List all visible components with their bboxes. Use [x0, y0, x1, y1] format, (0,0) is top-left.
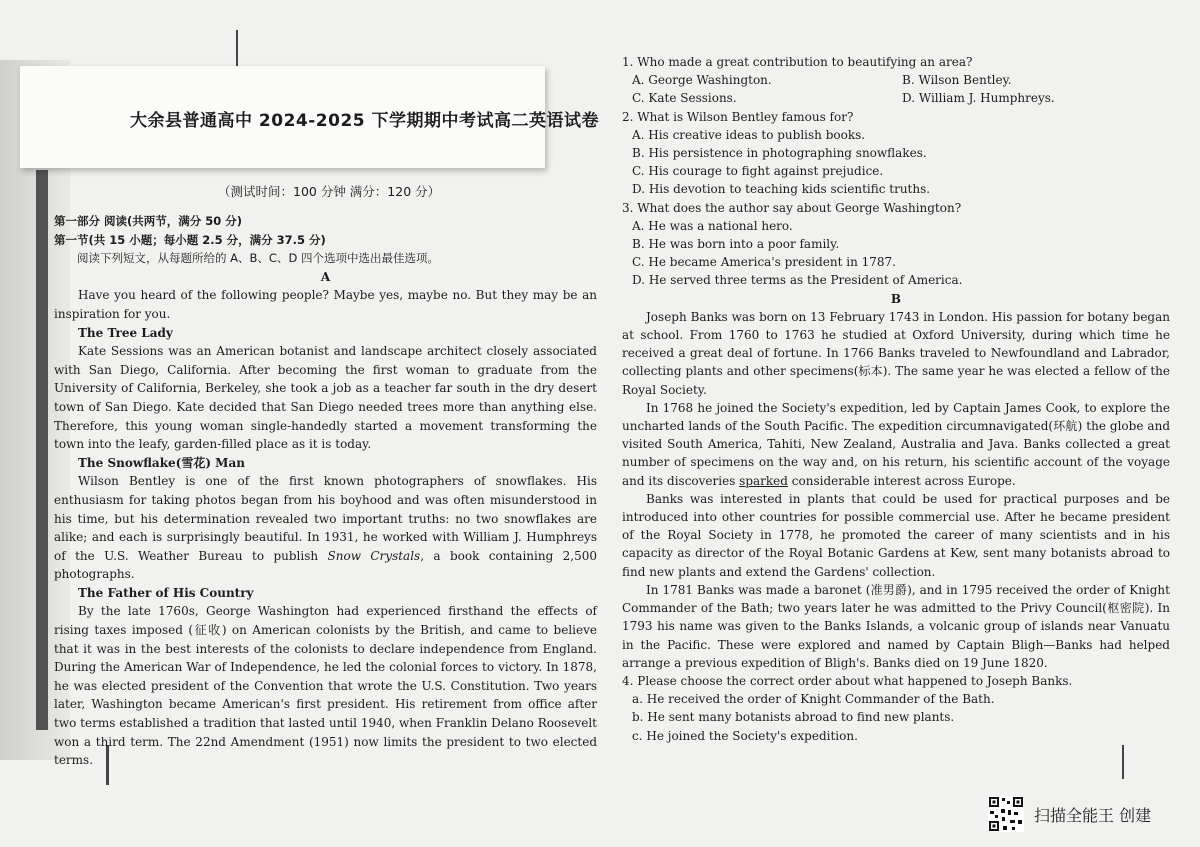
paragraph-banks-2	[622, 399, 1170, 490]
left-column	[54, 212, 597, 770]
text-span: considerable interest across Europe.	[787, 473, 1016, 488]
book-title: Snow Crystals	[327, 548, 421, 563]
option: C. He became America's president in 1787.	[632, 255, 896, 270]
question-2-stem: 2. What is Wilson Bentley famous for?	[622, 109, 854, 124]
option: C. Kate Sessions.	[632, 91, 737, 106]
scan-mark	[1122, 745, 1124, 779]
paragraph-tree-lady: Kate Sessions was an American botanist and landscape architect closely associated with San Diego, California. After becoming the first woman to graduate from the University of California, Berkeley, she took a job as a teacher far south in the dry desert town of San Diego. Kate decided that San Diego needed trees more than anything else. Therefore, this young woman single-handedly started a movement transforming the town into the leafy, garden-filled place as it is today.	[54, 344, 597, 452]
heading-tree-lady: The Tree Lady	[78, 325, 173, 340]
question-4-stem: 4. Please choose the correct order about what happened to Joseph Banks.	[622, 673, 1073, 688]
option: B. His persistence in photographing snowflakes.	[632, 146, 927, 161]
paragraph-banks-1: Joseph Banks was born on 13 February 1743 in London. His passion for botany began at school. From 1760 to 1763 he studied at Oxford University, during which time he received a great deal of fortune. In 1766 Banks traveled to Newfoundland and Labrador, collecting plants and other specimens(标本). The same year he was elected a fellow of the Royal Society.	[622, 309, 1170, 397]
watermark-text: 扫描全能王 创建	[1034, 805, 1152, 825]
text-span: Wilson Bentley is one of the first known photographers of snowflakes. His enthusiasm for taking photos began from his boyhood and was often misunderstood in his time, but his determination revealed two important truths: no two snowflakes are alike; and each is surprisingly beautiful. In 1931, he worked with William J. Humphreys of the U.S. Weather Bureau to publish	[54, 474, 597, 563]
option: C. His courage to fight against prejudice.	[632, 164, 884, 179]
scanner-watermark	[988, 796, 1151, 832]
question-3-stem: 3. What does the author say about George Washington?	[622, 200, 962, 215]
option: D. His devotion to teaching kids scientific truths.	[632, 182, 931, 197]
page-title: 大余县普通高中 2024-2025 下学期期中考试高二英语试卷	[130, 111, 600, 131]
option: A. He was a national hero.	[632, 218, 793, 233]
paragraph-banks-3: Banks was interested in plants that could be used for practical purposes and be introduced into other countries for possible commercial use. After he became president of the Royal Society in 1778, he promoted the career of many scientists and in his capacity as director of the Royal Botanic Gardens at Kew, sent many botanists abroad to find new plants and extend the Gardens' collection.	[622, 491, 1170, 579]
option: B. Wilson Bentley.	[902, 73, 1012, 88]
option: A. His creative ideas to publish books.	[632, 127, 866, 142]
section-part: 第一部分 阅读(共两节，满分 50 分)	[54, 214, 243, 228]
question-1-options	[622, 71, 1170, 107]
scan-mark	[236, 30, 238, 70]
exam-info: （测试时间：100 分钟 满分：120 分）	[218, 184, 441, 199]
option: A. George Washington.	[632, 73, 772, 88]
text-span: In 1768 he joined the Society's expedition, led by Captain James Cook, to explore the uncharted lands of the South Pacific. The expedition circumnavigated(环航) the globe and visited South America, Tahiti, New Zealand, Australia and Java. Banks collected a great number of specimens on the way and, on his return, his scientific account of the voyage and its discoveries	[622, 400, 1170, 488]
binding-strip	[36, 170, 48, 730]
option: b. He sent many botanists abroad to find new plants.	[632, 710, 955, 725]
title-card	[20, 66, 600, 168]
question-1-stem: 1. Who made a great contribution to beautifying an area?	[622, 55, 973, 69]
section-subpart: 第一节(共 15 小题；每小题 2.5 分，满分 37.5 分)	[54, 232, 326, 247]
paragraph-father-country: By the late 1760s, George Washington had experienced firsthand the effects of rising taxes imposed (征收) on American colonists by the British, and came to believe that it was in the best interests of the colonists to declare independence from England. During the American War of Independence, he led the colonial forces to victory. In 1878, he was elected president of the Convention that wrote the U.S. Constitution. Two years later, Washington became American's first president. His retirement from office after two terms established a tradition that lasted until 1940, when Franklin Delano Roosevelt won a third term. The 22nd Amendment (1951) now limits the president to two elected terms.	[54, 604, 597, 768]
paragraph-banks-4: In 1781 Banks was made a baronet (准男爵), and in 1795 received the order of Knight Commander of the Bath; two years later he was admitted to the Privy Council(枢密院). In 1793 his name was given to the Banks Islands, a volcanic group of islands near Vanuatu in the Pacific. These were explored and named by Captain Bligh—Banks had helped arrange a previous expedition of Bligh's. Banks died on 19 June 1820.	[622, 582, 1170, 670]
paragraph-snowflake-man	[54, 472, 597, 584]
option: B. He was born into a poor family.	[632, 237, 840, 252]
underlined-word: sparked	[739, 473, 788, 488]
option: D. He served three terms as the President of America.	[632, 273, 963, 288]
option: a. He received the order of Knight Commander of the Bath.	[632, 692, 995, 707]
text-span: , a book containing 2,500 photographs.	[54, 548, 598, 582]
option: c. He joined the Society's expedition.	[632, 728, 858, 743]
heading-father-country: The Father of His Country	[78, 585, 254, 600]
passage-a-intro: Have you heard of the following people? Maybe yes, maybe no. But they may be an inspiration for you.	[54, 288, 597, 321]
qr-code-icon	[988, 796, 1024, 832]
passage-a-label: A	[320, 269, 331, 284]
heading-snowflake-man: The Snowflake(雪花) Man	[78, 455, 245, 470]
passage-b-label: B	[890, 291, 902, 306]
option: D. William J. Humphreys.	[902, 91, 1055, 106]
right-column	[622, 53, 1170, 745]
section-instruction: 阅读下列短文，从每题所给的 A、B、C、D 四个选项中选出最佳选项。	[77, 251, 439, 266]
